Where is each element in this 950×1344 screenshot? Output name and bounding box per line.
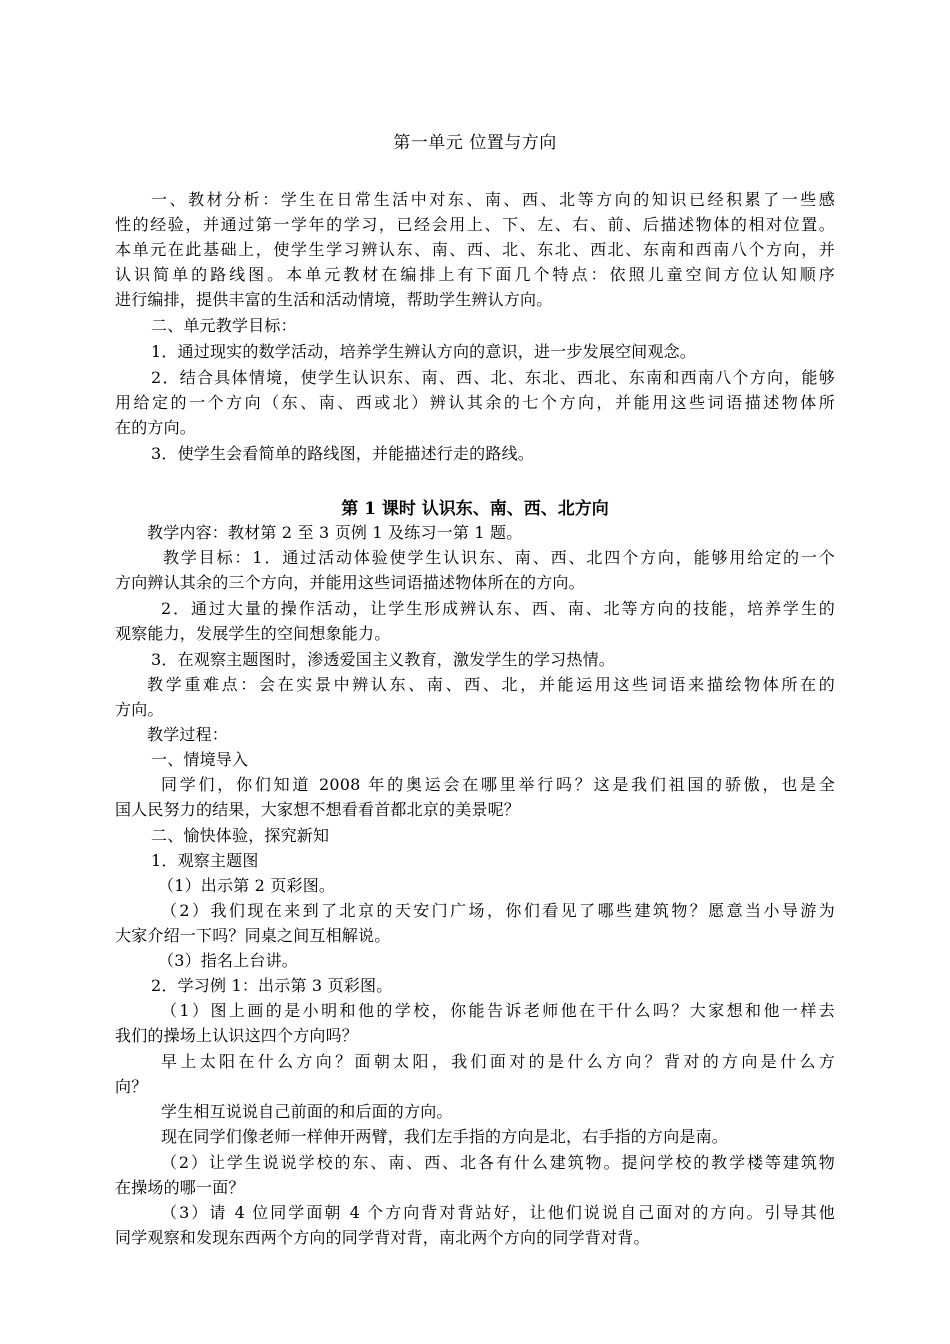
teaching-content: 教学内容：教材第 2 至 3 页例 1 及练习一第 1 题。 xyxy=(147,523,523,542)
example-step-2-line: （2）让学生说说学校的东、南、西、北各有什么建筑物。提问学校的教学楼等建筑物 xyxy=(161,1153,835,1172)
analysis-line: 本单元在此基础上，使学生学习辨认东、南、西、北、东北、西北、东南和西南八个方向，并 xyxy=(115,240,835,259)
page-title: 第一单元 位置与方向 xyxy=(393,133,557,153)
analysis-line: 认识简单的路线图。本单元教材在编排上有下面几个特点：依照儿童空间方位认知顺序 xyxy=(115,265,835,284)
goals-heading: 二、单元教学目标： xyxy=(151,316,297,335)
example-tell: 学生相互说说自己前面的和后面的方向。 xyxy=(161,1102,453,1121)
example-step-3-line: （3）请 4 位同学面朝 4 个方向背对背站好，让他们说说自己面对的方向。引导其他 xyxy=(161,1203,835,1222)
intro-heading: 一、情境导入 xyxy=(151,750,249,769)
example-step-1-line: 我们的操场上认识这四个方向吗？ xyxy=(115,1026,359,1045)
lesson-title: 第 1 课时 认识东、南、西、北方向 xyxy=(341,499,609,519)
objective-1-line: 方向辨认其余的三个方向，并能用这些词语描述物体所在的方向。 xyxy=(115,573,585,592)
example-step-1-line: （1）图上画的是小明和他的学校，你能告诉老师他在干什么吗？大家想和他一样去 xyxy=(161,1001,835,1020)
goal-2-line: 用给定的一个方向（东、南、西或北）辨认其余的七个方向，并能用这些词语描述物体所 xyxy=(115,393,835,412)
goal-2-line: 在的方向。 xyxy=(115,418,197,437)
keypoints-line: 方向。 xyxy=(115,700,164,719)
goal-1: 1．通过现实的数学活动，培养学生辨认方向的意识，进一步发展空间观念。 xyxy=(151,342,696,361)
keypoints-line: 教学重难点：会在实景中辨认东、南、西、北，并能运用这些词语来描绘物体所在的 xyxy=(147,675,835,694)
example-sun-line: 早上太阳在什么方向？面朝太阳，我们面对的是什么方向？背对的方向是什么方 xyxy=(161,1052,835,1071)
goal-3: 3．使学生会看简单的路线图，并能描述行走的路线。 xyxy=(151,444,534,463)
objective-3: 3．在观察主题图时，渗透爱国主义教育，激发学生的学习热情。 xyxy=(151,650,615,669)
objective-2-line: 观察能力，发展学生的空间想象能力。 xyxy=(115,624,391,643)
observe-step-2-line: （2）我们现在来到了北京的天安门广场，你们看见了哪些建筑物？愿意当小导游为 xyxy=(161,901,835,920)
observe-heading: 1．观察主题图 xyxy=(151,851,259,870)
example-heading: 2．学习例 1：出示第 3 页彩图。 xyxy=(151,976,393,995)
observe-step-1: （1）出示第 2 页彩图。 xyxy=(158,876,336,895)
explore-heading: 二、愉快体验，探究新知 xyxy=(151,826,330,845)
intro-line: 国人民努力的结果，大家想不想看看首都北京的美景呢？ xyxy=(115,800,521,819)
example-step-3-line: 同学观察和发现东西两个方向的同学背对背，南北两个方向的同学背对背。 xyxy=(115,1228,650,1247)
objective-1-line: 教学目标：1．通过活动体验使学生认识东、南、西、北四个方向，能够用给定的一个 xyxy=(163,548,835,567)
process-heading: 教学过程： xyxy=(147,725,229,744)
example-step-2-line: 在操场的哪一面？ xyxy=(115,1178,245,1197)
observe-step-3: （3）指名上台讲。 xyxy=(158,951,298,970)
analysis-line: 进行编排，提供丰富的生活和活动情境，帮助学生辨认方向。 xyxy=(115,290,553,309)
observe-step-2-line: 大家介绍一下吗？同桌之间互相解说。 xyxy=(115,926,391,945)
example-sun-line: 向？ xyxy=(115,1077,148,1096)
analysis-line: 性的经验，并通过第一学年的学习，已经会用上、下、左、右、前、后描述物体的相对位置。 xyxy=(115,215,835,234)
goal-2-line: 2．结合具体情境，使学生认识东、南、西、北、东北、西北、东南和西南八个方向，能够 xyxy=(151,368,835,387)
intro-line: 同学们，你们知道 2008 年的奥运会在哪里举行吗？这是我们祖国的骄傲，也是全 xyxy=(161,775,835,794)
example-arms: 现在同学们像老师一样伸开两臂，我们左手指的方向是北，右手指的方向是南。 xyxy=(161,1127,729,1146)
analysis-line: 一、教材分析：学生在日常生活中对东、南、西、北等方向的知识已经积累了一些感 xyxy=(151,190,835,209)
objective-2-line: 2．通过大量的操作活动，让学生形成辨认东、西、南、北等方向的技能，培养学生的 xyxy=(161,599,835,618)
